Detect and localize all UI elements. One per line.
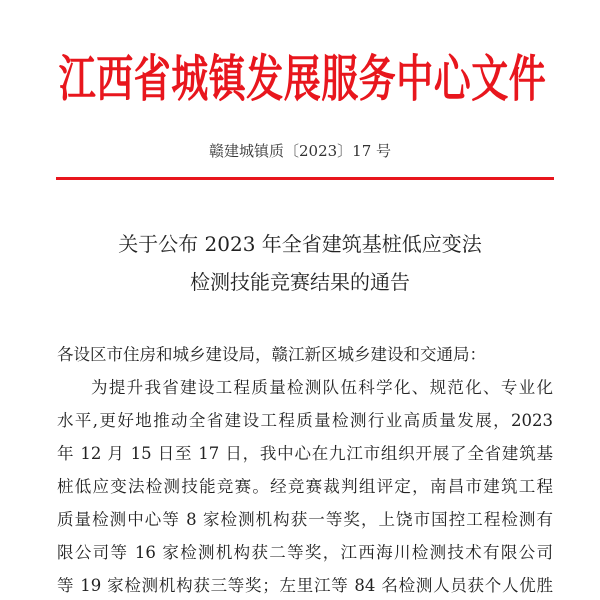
body-line: 限公司等 16 家检测机构获二等奖，江西海川检测技术有限公司 bbox=[57, 543, 553, 562]
body-line: 质量检测中心等 8 家检测机构获一等奖，上饶市国控工程检测有 bbox=[57, 510, 553, 529]
body-line: 桩低应变法检测技能竞赛。经竞赛裁判组评定，南昌市建筑工程 bbox=[57, 477, 553, 496]
body-line: 水平,更好地推动全省建设工程质量检测行业高质量发展，2023 bbox=[57, 411, 553, 430]
body-line: 为提升我省建设工程质量检测队伍科学化、规范化、专业化 bbox=[91, 378, 553, 397]
document-title-line-2: 检测技能竞赛结果的通告 bbox=[190, 270, 410, 294]
document-number: 赣建城镇质〔2023〕17 号 bbox=[208, 142, 392, 160]
body-line: 年 12 月 15 日至 17 日，我中心在九江市组织开展了全省建筑基 bbox=[57, 444, 553, 463]
red-divider bbox=[56, 177, 554, 180]
issuer-header: 江西省城镇发展服务中心文件 bbox=[58, 48, 547, 109]
addressee: 各设区市住房和城乡建设局，赣江新区城乡建设和交通局： bbox=[57, 345, 486, 364]
document-title-line-1: 关于公布 2023 年全省建筑基桩低应变法 bbox=[118, 232, 482, 256]
body-line: 等 19 家检测机构获三等奖；左里江等 84 名检测人员获个人优胜 bbox=[57, 576, 553, 595]
